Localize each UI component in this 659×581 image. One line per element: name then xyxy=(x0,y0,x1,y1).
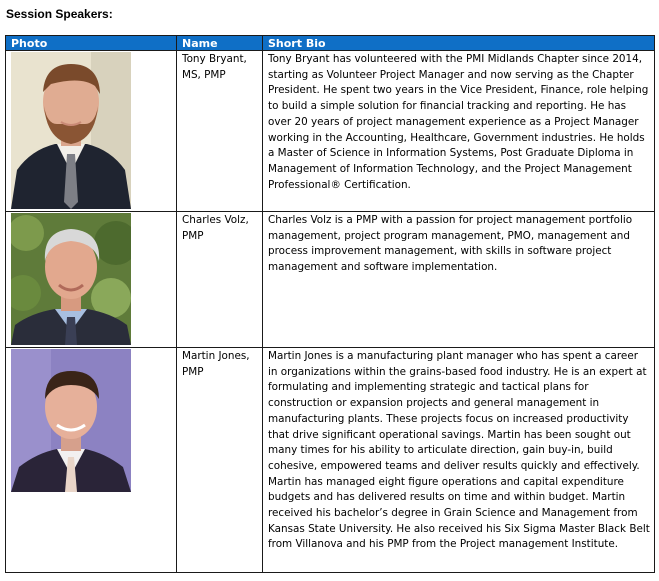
bio-cell xyxy=(263,212,655,348)
speaker-credentials: PMP xyxy=(182,365,204,378)
column-header-bio: Short Bio xyxy=(263,36,655,51)
name-cell xyxy=(177,348,263,573)
table-header-row xyxy=(6,36,655,51)
speaker-credentials: PMP xyxy=(182,229,204,242)
speaker-credentials: MS, PMP xyxy=(182,68,226,81)
name-cell xyxy=(177,51,263,212)
speakers-table xyxy=(5,35,655,573)
speaker-bio: Martin Jones is a manufacturing plant manager who has spent a career in organizations within the grains-based food industry. He is an expert at formulating and implementing strategic and tactical plans for construction or expansion projects and general management in manufacturing plants. These projects focus on increased productivity that drive significant operational savings. Martin has been sought out many times for his ability to articulate direction, gain buy-in, build cohesive, empowered teams and deliver results quickly and effectively. Martin has managed eight figure operations and capital expenditure budgets and has delivered results on time and within budget. Martin received his bachelor’s degree in Grain Science and Management from Kansas State University. He also received his Six Sigma Master Black Belt from Villanova and his PMP from the Project management Institute. xyxy=(268,350,650,551)
speaker-name xyxy=(182,52,258,83)
speaker-bio: Tony Bryant has volunteered with the PMI Midlands Chapter since 2014, starting as Volunteer Project Manager and now serving as the Chapter President. He spent two years in the Vice President, Finance, role helping to build a simple solution for financial tracking and reporting. He has over 20 years of project management experience as a Project Manager working in the Accounting, Healthcare, Government industries. He holds a Master of Science in Information Systems, Post Graduate Diploma in Management of Information Technology, and the Project Management Professional® Certification. xyxy=(268,53,649,191)
speaker-name-line: Martin Jones, xyxy=(182,350,250,362)
photo-cell xyxy=(6,51,177,212)
table-row xyxy=(6,212,655,348)
column-header-photo: Photo xyxy=(6,36,177,51)
bio-cell xyxy=(263,51,655,212)
speaker-name-line: Charles Volz, xyxy=(182,214,249,226)
speaker-photo-charles xyxy=(11,213,131,345)
speaker-photo-tony xyxy=(11,52,131,209)
photo-cell xyxy=(6,212,177,348)
column-header-name: Name xyxy=(177,36,263,51)
photo-cell xyxy=(6,348,177,573)
speaker-name-line: Tony Bryant, xyxy=(182,53,247,65)
table-row xyxy=(6,348,655,573)
table-row xyxy=(6,51,655,212)
name-cell xyxy=(177,212,263,348)
bio-cell xyxy=(263,348,655,573)
page-heading: Session Speakers: xyxy=(6,7,113,21)
speaker-name xyxy=(182,213,258,244)
speaker-name xyxy=(182,349,258,380)
speaker-photo-martin xyxy=(11,349,131,492)
speaker-bio: Charles Volz is a PMP with a passion for project management portfolio management, project program management, PMO, management and process improvement management, with skills in software project management and software implementation. xyxy=(268,214,633,274)
